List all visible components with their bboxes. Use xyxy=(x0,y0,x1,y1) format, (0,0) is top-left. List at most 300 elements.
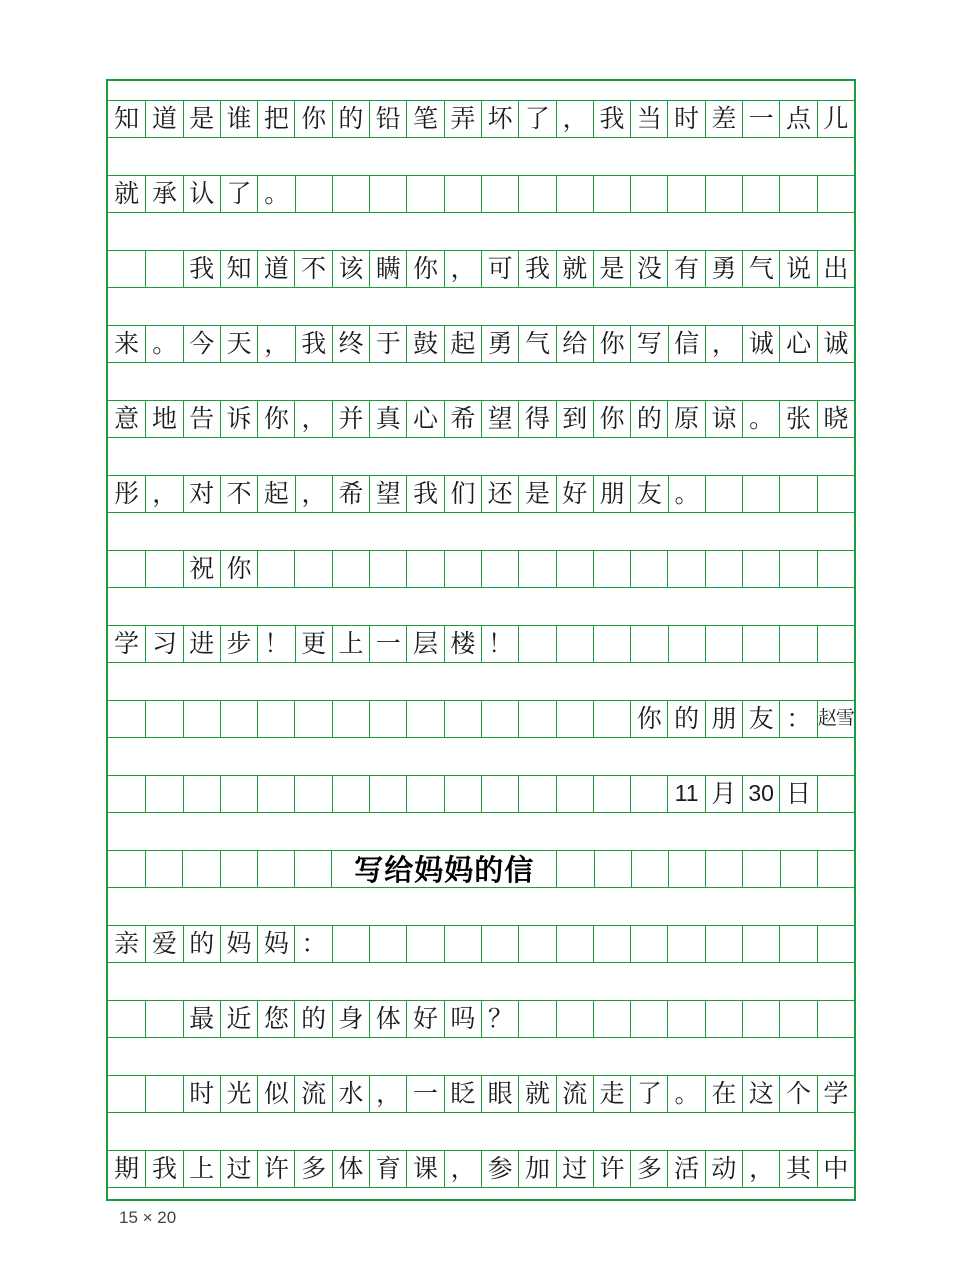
grid-cell: 赵雪 xyxy=(817,701,854,737)
grid-cell xyxy=(518,626,555,662)
grid-cell: 你 xyxy=(257,401,294,437)
grid-cell xyxy=(742,176,779,212)
grid-cell: 学 xyxy=(114,629,140,659)
grid-cell: 。 xyxy=(667,1076,704,1112)
grid-cell xyxy=(817,851,854,887)
grid-cell xyxy=(556,851,593,887)
grid-cell xyxy=(444,701,481,737)
grid-cell: 好 xyxy=(406,1001,443,1037)
grid-cell: 多 xyxy=(630,1151,667,1187)
grid-cell: 点 xyxy=(779,101,816,137)
grid-cell: 起 xyxy=(444,326,481,362)
grid-cell xyxy=(257,851,294,887)
grid-cell: 我 xyxy=(145,1151,182,1187)
grid-row xyxy=(108,700,854,738)
grid-cell: 把 xyxy=(257,101,294,137)
grid-cell: 友 xyxy=(630,476,667,512)
grid-cell: 体 xyxy=(332,1151,369,1187)
grid-cell: 告 xyxy=(183,401,220,437)
grid-cell: 诚 xyxy=(742,326,779,362)
grid-cell xyxy=(705,176,742,212)
grid-cell xyxy=(631,851,668,887)
grid-cell: 友 xyxy=(742,701,779,737)
grid-cell: 知 xyxy=(220,251,257,287)
grid-cell xyxy=(556,776,593,812)
letter-title: 写给妈妈的信 xyxy=(331,851,556,887)
grid-cell: 道 xyxy=(257,251,294,287)
grid-cell: 晓 xyxy=(817,401,854,437)
grid-cell xyxy=(332,776,369,812)
grid-cell xyxy=(742,926,779,962)
grid-cell: 眼 xyxy=(481,1076,518,1112)
grid-cell xyxy=(481,176,518,212)
grid-cell xyxy=(294,851,331,887)
grid-cell xyxy=(630,551,667,587)
grid-cell: 步 xyxy=(220,626,257,662)
grid-cell xyxy=(556,701,593,737)
grid-cell: ， xyxy=(556,101,593,137)
grid-cell: 了 xyxy=(630,1076,667,1112)
grid-cell: 说 xyxy=(779,251,816,287)
grid-cell: 妈 xyxy=(220,926,257,962)
grid-cell: 的 xyxy=(294,1001,331,1037)
grid-cell: 信 xyxy=(668,326,705,362)
grid-row xyxy=(108,1150,854,1188)
grid-row xyxy=(108,400,854,438)
grid-row xyxy=(108,925,854,963)
grid-cell: 好 xyxy=(556,476,593,512)
grid-cell: 知 xyxy=(114,104,140,134)
grid-cell: 勇 xyxy=(481,326,518,362)
grid-cell: 一 xyxy=(369,626,406,662)
grid-cell: 并 xyxy=(332,401,369,437)
grid-row xyxy=(108,850,854,888)
grid-cell: 气 xyxy=(518,326,555,362)
grid-cell xyxy=(556,176,593,212)
grid-row xyxy=(108,175,854,213)
grid-cell xyxy=(108,1076,145,1112)
grid-cell: 参 xyxy=(481,1151,518,1187)
grid-cell: 过 xyxy=(556,1151,593,1187)
grid-cell xyxy=(705,476,742,512)
grid-cell: 上 xyxy=(332,626,369,662)
grid-cell: 诚 xyxy=(817,326,854,362)
grid-cell xyxy=(145,251,182,287)
grid-cell: 道 xyxy=(145,101,182,137)
grid-cell: ， xyxy=(257,326,294,362)
grid-cell: 眨 xyxy=(444,1076,481,1112)
writing-grid-sheet xyxy=(106,79,856,1201)
grid-cell: 今 xyxy=(183,326,220,362)
grid-cell xyxy=(257,551,294,587)
grid-cell: 谁 xyxy=(220,101,257,137)
grid-cell: 笔 xyxy=(406,101,443,137)
grid-cell: 弄 xyxy=(444,101,481,137)
grid-cell xyxy=(183,701,220,737)
grid-cell: 的 xyxy=(630,401,667,437)
grid-row xyxy=(108,625,854,663)
grid-cell: 朋 xyxy=(593,476,630,512)
grid-cell xyxy=(145,1001,182,1037)
grid-cell xyxy=(145,776,182,812)
grid-row xyxy=(108,1075,854,1113)
grid-cell xyxy=(817,551,854,587)
grid-row xyxy=(108,550,854,588)
grid-cell: 起 xyxy=(257,476,294,512)
grid-cell xyxy=(779,626,816,662)
grid-cell: 给 xyxy=(556,326,593,362)
grid-cell: 的 xyxy=(667,701,704,737)
grid-cell xyxy=(518,776,555,812)
grid-cell: 的 xyxy=(332,101,369,137)
grid-cell xyxy=(705,1001,742,1037)
grid-cell: 一 xyxy=(742,101,779,137)
grid-cell: 张 xyxy=(779,401,816,437)
grid-cell: 是 xyxy=(183,101,220,137)
grid-cell: 承 xyxy=(145,176,182,212)
grid-cell xyxy=(369,926,406,962)
grid-cell xyxy=(257,701,294,737)
grid-cell xyxy=(742,851,779,887)
grid-cell xyxy=(369,551,406,587)
grid-cell: 当 xyxy=(630,101,667,137)
grid-cell: 彤 xyxy=(114,479,140,509)
grid-cell xyxy=(332,701,369,737)
grid-cell: 天 xyxy=(220,326,257,362)
grid-cell xyxy=(668,851,705,887)
grid-cell: 流 xyxy=(556,1076,593,1112)
grid-cell xyxy=(742,551,779,587)
grid-cell: 我 xyxy=(406,476,443,512)
grid-cell: 的 xyxy=(183,926,220,962)
grid-cell xyxy=(108,776,145,812)
grid-cell: 。 xyxy=(668,476,705,512)
grid-cell: 不 xyxy=(220,476,257,512)
grid-cell: ， xyxy=(705,326,742,362)
grid-cell: 写 xyxy=(630,326,667,362)
grid-cell: 是 xyxy=(593,251,630,287)
grid-cell: 进 xyxy=(183,626,220,662)
grid-cell xyxy=(369,701,406,737)
grid-cell: 。 xyxy=(145,326,182,362)
grid-cell xyxy=(667,551,704,587)
grid-cell: 更 xyxy=(295,626,332,662)
grid-cell: 习 xyxy=(145,626,182,662)
grid-cell xyxy=(817,476,854,512)
grid-cell xyxy=(108,701,145,737)
grid-cell: ： xyxy=(294,926,331,962)
grid-row xyxy=(108,775,854,813)
grid-cell: 坏 xyxy=(481,101,518,137)
grid-cell: 得 xyxy=(518,401,555,437)
grid-cell: 在 xyxy=(705,1076,742,1112)
grid-cell: 30 xyxy=(742,776,779,812)
grid-cell xyxy=(444,176,481,212)
grid-cell: 终 xyxy=(332,326,369,362)
grid-cell: 日 xyxy=(779,776,816,812)
grid-cell xyxy=(593,926,630,962)
grid-cell xyxy=(742,1001,779,1037)
grid-cell: 妈 xyxy=(257,926,294,962)
grid-cell: 学 xyxy=(817,1076,854,1112)
grid-cell xyxy=(779,176,816,212)
grid-cell: 11 xyxy=(667,776,704,812)
grid-cell xyxy=(108,251,145,287)
grid-cell: 希 xyxy=(332,476,369,512)
grid-cell xyxy=(145,551,182,587)
grid-cell xyxy=(630,626,667,662)
grid-cell xyxy=(593,1001,630,1037)
grid-cell xyxy=(556,626,593,662)
grid-cell: ， xyxy=(294,401,331,437)
grid-cell: 诉 xyxy=(220,401,257,437)
grid-cell xyxy=(481,701,518,737)
grid-cell xyxy=(295,176,332,212)
grid-cell xyxy=(556,1001,593,1037)
grid-cell xyxy=(667,1001,704,1037)
grid-cell: 。 xyxy=(257,176,294,212)
grid-cell xyxy=(518,551,555,587)
grid-cell: ， xyxy=(145,476,182,512)
grid-cell: 朋 xyxy=(705,701,742,737)
grid-cell: 体 xyxy=(369,1001,406,1037)
grid-cell: ， xyxy=(369,1076,406,1112)
grid-cell: 有 xyxy=(667,251,704,287)
grid-cell xyxy=(779,926,816,962)
grid-cell xyxy=(779,1001,816,1037)
grid-cell: 你 xyxy=(593,326,630,362)
grid-cell xyxy=(667,926,704,962)
grid-cell: 爱 xyxy=(145,926,182,962)
grid-cell: 原 xyxy=(667,401,704,437)
grid-cell: ， xyxy=(295,476,332,512)
grid-cell: 多 xyxy=(294,1151,331,1187)
grid-cell xyxy=(518,176,555,212)
grid-cell: 过 xyxy=(220,1151,257,1187)
grid-cell: 个 xyxy=(779,1076,816,1112)
grid-cell xyxy=(630,776,667,812)
grid-size-label: 15 × 20 xyxy=(119,1208,177,1227)
grid-cell: 鼓 xyxy=(406,326,443,362)
grid-cell xyxy=(481,926,518,962)
grid-cell: 走 xyxy=(593,1076,630,1112)
grid-cell: 出 xyxy=(817,251,854,287)
grid-cell: 您 xyxy=(257,1001,294,1037)
grid-cell: 可 xyxy=(481,251,518,287)
grid-cell: 谅 xyxy=(705,401,742,437)
grid-cell: 许 xyxy=(593,1151,630,1187)
grid-cell xyxy=(406,701,443,737)
grid-cell: 时 xyxy=(667,101,704,137)
grid-cell xyxy=(630,926,667,962)
grid-cell: 希 xyxy=(444,401,481,437)
grid-cell: 真 xyxy=(369,401,406,437)
grid-cell: 楼 xyxy=(444,626,481,662)
grid-cell xyxy=(667,176,704,212)
grid-cell: 你 xyxy=(406,251,443,287)
grid-cell: 许 xyxy=(257,1151,294,1187)
grid-cell xyxy=(742,476,779,512)
grid-cell: 我 xyxy=(593,101,630,137)
grid-cell: 课 xyxy=(406,1151,443,1187)
grid-cell: 其 xyxy=(779,1151,816,1187)
grid-cell: 吗 xyxy=(444,1001,481,1037)
grid-cell: 到 xyxy=(556,401,593,437)
grid-cell xyxy=(220,851,257,887)
grid-cell: 动 xyxy=(705,1151,742,1187)
grid-cell xyxy=(406,926,443,962)
grid-cell: 气 xyxy=(742,251,779,287)
grid-cell: 一 xyxy=(406,1076,443,1112)
grid-cell xyxy=(332,551,369,587)
grid-cell: 们 xyxy=(444,476,481,512)
grid-cell xyxy=(444,551,481,587)
grid-cell: 祝 xyxy=(183,551,220,587)
grid-cell: 勇 xyxy=(705,251,742,287)
grid-cell: ， xyxy=(444,251,481,287)
grid-cell xyxy=(817,776,854,812)
grid-cell: 儿 xyxy=(817,101,854,137)
grid-cell xyxy=(705,851,742,887)
grid-cell: 这 xyxy=(742,1076,779,1112)
grid-cell: 心 xyxy=(779,326,816,362)
grid-cell: 差 xyxy=(705,101,742,137)
grid-cell: 中 xyxy=(817,1151,854,1187)
grid-row xyxy=(108,100,854,138)
grid-cell xyxy=(518,926,555,962)
grid-cell xyxy=(705,551,742,587)
grid-cell: 流 xyxy=(294,1076,331,1112)
grid-cell: 不 xyxy=(294,251,331,287)
grid-cell xyxy=(294,701,331,737)
grid-cell: 层 xyxy=(406,626,443,662)
grid-cell: 还 xyxy=(481,476,518,512)
grid-cell: 加 xyxy=(518,1151,555,1187)
grid-row xyxy=(108,250,854,288)
grid-cell: 光 xyxy=(220,1076,257,1112)
grid-cell: 上 xyxy=(183,1151,220,1187)
grid-cell: 。 xyxy=(742,401,779,437)
grid-cell: 意 xyxy=(114,404,140,434)
grid-cell: ， xyxy=(444,1151,481,1187)
grid-cell xyxy=(630,1001,667,1037)
grid-cell: 近 xyxy=(220,1001,257,1037)
grid-cell xyxy=(108,551,145,587)
grid-cell: ： xyxy=(779,701,816,737)
grid-cell: 地 xyxy=(145,401,182,437)
grid-cell xyxy=(593,626,630,662)
grid-cell xyxy=(108,851,145,887)
grid-cell xyxy=(594,851,631,887)
grid-cell xyxy=(257,776,294,812)
grid-cell xyxy=(817,626,854,662)
grid-cell xyxy=(556,926,593,962)
grid-cell xyxy=(779,476,816,512)
grid-cell: 我 xyxy=(295,326,332,362)
grid-cell: 就 xyxy=(518,1076,555,1112)
grid-cell: ？ xyxy=(481,1001,518,1037)
grid-cell: 水 xyxy=(332,1076,369,1112)
grid-cell xyxy=(668,626,705,662)
grid-cell xyxy=(369,776,406,812)
grid-cell xyxy=(518,1001,555,1037)
grid-row xyxy=(108,475,854,513)
grid-cell xyxy=(406,551,443,587)
grid-cell: 身 xyxy=(332,1001,369,1037)
grid-cell xyxy=(220,776,257,812)
grid-cell: 没 xyxy=(630,251,667,287)
grid-cell: 于 xyxy=(369,326,406,362)
grid-cell xyxy=(518,701,555,737)
grid-cell: 月 xyxy=(705,776,742,812)
grid-cell: 育 xyxy=(369,1151,406,1187)
grid-cell xyxy=(593,176,630,212)
grid-cell: 该 xyxy=(332,251,369,287)
grid-cell: ， xyxy=(742,1151,779,1187)
grid-cell xyxy=(182,851,219,887)
grid-cell: ！ xyxy=(481,626,518,662)
grid-cell xyxy=(332,176,369,212)
grid-cell: 了 xyxy=(220,176,257,212)
grid-cell xyxy=(481,551,518,587)
grid-cell: ！ xyxy=(257,626,294,662)
grid-cell xyxy=(593,551,630,587)
grid-cell xyxy=(780,851,817,887)
grid-cell xyxy=(145,701,182,737)
grid-cell xyxy=(705,926,742,962)
grid-row xyxy=(108,325,854,363)
grid-cell xyxy=(332,926,369,962)
grid-cell xyxy=(406,776,443,812)
grid-cell: 铅 xyxy=(369,101,406,137)
grid-cell xyxy=(779,551,816,587)
grid-cell xyxy=(444,926,481,962)
grid-cell xyxy=(406,176,443,212)
grid-cell: 活 xyxy=(667,1151,704,1187)
grid-cell xyxy=(294,776,331,812)
grid-cell xyxy=(183,776,220,812)
grid-cell: 似 xyxy=(257,1076,294,1112)
grid-cell xyxy=(630,176,667,212)
grid-cell: 你 xyxy=(294,101,331,137)
grid-cell xyxy=(705,626,742,662)
grid-cell xyxy=(817,926,854,962)
grid-cell xyxy=(108,1001,145,1037)
grid-cell: 就 xyxy=(114,179,140,209)
grid-cell: 了 xyxy=(518,101,555,137)
grid-cell: 最 xyxy=(183,1001,220,1037)
grid-cell xyxy=(145,851,182,887)
grid-cell: 心 xyxy=(406,401,443,437)
grid-cell xyxy=(593,701,630,737)
grid-cell: 是 xyxy=(518,476,555,512)
grid-cell: 你 xyxy=(220,551,257,587)
grid-cell: 望 xyxy=(481,401,518,437)
grid-cell: 时 xyxy=(183,1076,220,1112)
grid-cell xyxy=(593,776,630,812)
grid-cell: 对 xyxy=(183,476,220,512)
grid-cell: 就 xyxy=(556,251,593,287)
grid-cell: 你 xyxy=(593,401,630,437)
grid-cell: 望 xyxy=(369,476,406,512)
grid-cell: 我 xyxy=(183,251,220,287)
grid-row xyxy=(108,1000,854,1038)
grid-cell xyxy=(145,1076,182,1112)
grid-cell: 期 xyxy=(114,1154,140,1184)
grid-cell: 我 xyxy=(518,251,555,287)
grid-cell xyxy=(742,626,779,662)
grid-cell: 亲 xyxy=(114,929,140,959)
